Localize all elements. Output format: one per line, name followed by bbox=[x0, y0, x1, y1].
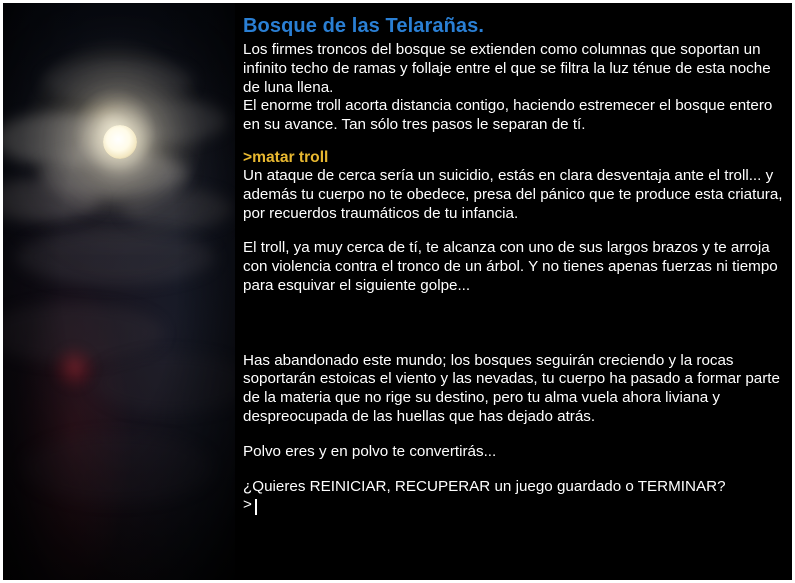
story-text-pane bbox=[235, 3, 792, 580]
spacer bbox=[243, 296, 784, 352]
response-paragraph-2: El troll, ya muy cerca de tí, te alcanza con uno de sus largos brazos y te arroja con violencia contra el tronco de un árbol. Y no tienes apenas fuerzas ni tiempo para esquivar el siguiente golpe... bbox=[243, 239, 778, 294]
cloud-shape bbox=[43, 59, 193, 103]
cloud-shape bbox=[23, 433, 213, 503]
prompt-symbol: > bbox=[243, 496, 252, 514]
response-paragraph-1: Un ataque de cerca sería un suicidio, estás en clara desventaja ante el troll... y además tu cuerpo no te obedece, presa del pánico que te produce esta criatura, por recuerdos traumáticos de tu infancia. bbox=[243, 167, 783, 222]
spacer bbox=[243, 427, 784, 443]
moon-icon bbox=[103, 125, 137, 159]
command-echo: >matar troll bbox=[243, 148, 329, 166]
text-cursor bbox=[255, 499, 257, 515]
cloud-shape bbox=[123, 189, 233, 229]
location-title: Bosque de las Telarañas. bbox=[243, 15, 485, 37]
cloud-shape bbox=[15, 229, 215, 285]
scene-illustration bbox=[3, 3, 235, 580]
red-glow bbox=[51, 345, 97, 391]
death-paragraph: Has abandonado este mundo; los bosques seguirán creciendo y la rocas soportarán estoicas el viento y las nevadas, tu cuerpo ha pasado a formar parte de la materia que no rige su destino, pero tu alma vuela ahora liviana y despreocupada de las huellas que has dejado atrás. bbox=[243, 351, 780, 425]
spacer bbox=[243, 462, 784, 478]
spacer bbox=[243, 223, 784, 239]
spacer bbox=[243, 135, 784, 148]
epitaph-text: Polvo eres y en polvo te convertirás... bbox=[243, 442, 497, 460]
command-prompt[interactable] bbox=[243, 496, 784, 515]
intro-paragraph-1: Los firmes troncos del bosque se extienden como columnas que soportan un infinito techo de ramas y follaje entre el que se filtra la luz ténue de esta noche de luna llena. bbox=[243, 41, 771, 96]
restart-question: ¿Quieres REINICIAR, RECUPERAR un juego guardado o TERMINAR? bbox=[243, 477, 726, 495]
intro-paragraph-2: El enorme troll acorta distancia contigo, haciendo estremecer el bosque entero en su avance. Tan sólo tres pasos le separan de tí. bbox=[243, 97, 773, 134]
